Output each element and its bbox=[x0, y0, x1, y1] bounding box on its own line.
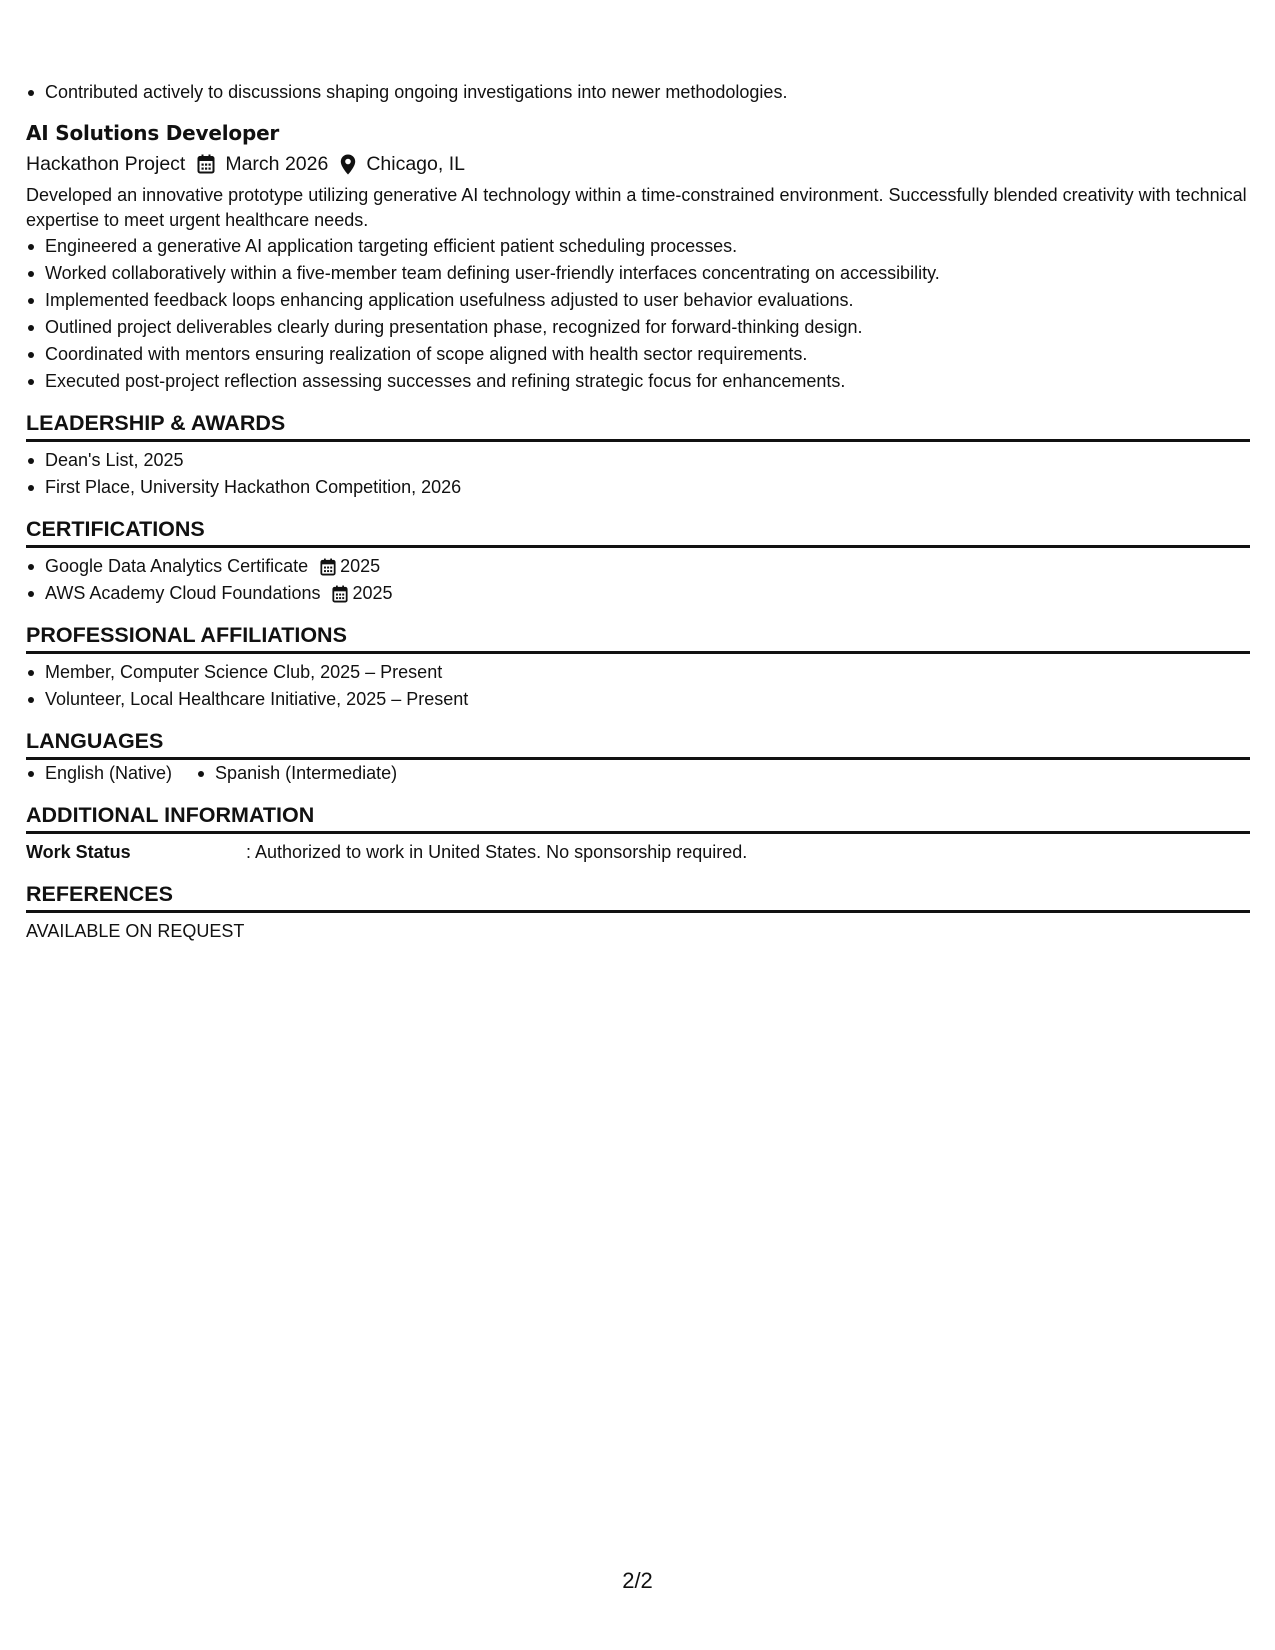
section-references bbox=[26, 866, 1250, 945]
list-item: Implemented feedback loops enhancing application usefulness adjusted to user behavior evaluations. bbox=[26, 287, 1250, 314]
list-item: Dean's List, 2025 bbox=[26, 447, 1250, 474]
list-item: Contributed actively to discussions shaping ongoing investigations into newer methodologies. bbox=[26, 79, 1250, 106]
work-status-value: : Authorized to work in United States. No sponsorship required. bbox=[246, 842, 748, 862]
section-heading: REFERENCES bbox=[26, 866, 1250, 913]
job-description: Developed an innovative prototype utilizing generative AI technology within a time-constrained environment. Successfully blended creativity with technical expertise to meet urgent healthcare needs. bbox=[26, 185, 1247, 230]
section-heading: ADDITIONAL INFORMATION bbox=[26, 787, 1250, 834]
certification-name: AWS Academy Cloud Foundations bbox=[45, 583, 321, 603]
job-title: AI Solutions Developer bbox=[26, 121, 280, 145]
work-status-label: Work Status bbox=[26, 842, 131, 862]
section-heading: PROFESSIONAL AFFILIATIONS bbox=[26, 607, 1250, 654]
section-affiliations bbox=[26, 607, 1250, 713]
calendar-icon bbox=[320, 558, 336, 576]
affiliations-list bbox=[26, 659, 1250, 713]
certification-year: 2025 bbox=[340, 556, 381, 576]
calendar-icon bbox=[197, 154, 215, 174]
section-languages bbox=[26, 713, 1250, 787]
list-item: Engineered a generative AI application targeting efficient patient scheduling processes. bbox=[26, 233, 1250, 260]
list-item: Spanish (Intermediate) bbox=[196, 760, 397, 787]
map-pin-icon bbox=[340, 154, 356, 175]
section-certifications bbox=[26, 501, 1250, 607]
job-location: Chicago, IL bbox=[366, 153, 465, 175]
languages-list bbox=[26, 760, 1250, 787]
section-heading: LEADERSHIP & AWARDS bbox=[26, 395, 1250, 442]
list-item: Member, Computer Science Club, 2025 – Present bbox=[26, 659, 1250, 686]
resume-page bbox=[26, 0, 1250, 945]
page-number: 2/2 bbox=[622, 1568, 653, 1593]
list-item: Outlined project deliverables clearly during presentation phase, recognized for forward-thinking design. bbox=[26, 314, 1250, 341]
calendar-icon bbox=[332, 585, 348, 603]
intro-bullet-list bbox=[26, 79, 1250, 106]
list-item: Worked collaboratively within a five-member team defining user-friendly interfaces concentrating on accessibility. bbox=[26, 260, 1250, 287]
job-bullet-list bbox=[26, 233, 1250, 395]
list-item: Coordinated with mentors ensuring realization of scope aligned with health sector requirements. bbox=[26, 341, 1250, 368]
section-heading: LANGUAGES bbox=[26, 713, 1250, 760]
section-additional-information bbox=[26, 787, 1250, 866]
list-item bbox=[26, 580, 1250, 607]
leadership-list bbox=[26, 447, 1250, 501]
job-entry bbox=[26, 118, 1250, 395]
section-heading: CERTIFICATIONS bbox=[26, 501, 1250, 548]
certification-year: 2025 bbox=[352, 583, 393, 603]
references-text: AVAILABLE ON REQUEST bbox=[26, 921, 245, 941]
certification-name: Google Data Analytics Certificate bbox=[45, 556, 309, 576]
job-organization: Hackathon Project bbox=[26, 153, 186, 175]
work-status-row bbox=[26, 839, 1250, 866]
list-item: First Place, University Hackathon Competition, 2026 bbox=[26, 474, 1250, 501]
job-date: March 2026 bbox=[225, 153, 329, 175]
list-item: Volunteer, Local Healthcare Initiative, 2025 – Present bbox=[26, 686, 1250, 713]
list-item bbox=[26, 553, 1250, 580]
list-item: English (Native) bbox=[26, 760, 172, 787]
certifications-list bbox=[26, 553, 1250, 607]
list-item: Executed post-project reflection assessing successes and refining strategic focus for enhancements. bbox=[26, 368, 1250, 395]
section-leadership bbox=[26, 395, 1250, 501]
job-meta bbox=[26, 149, 1250, 179]
